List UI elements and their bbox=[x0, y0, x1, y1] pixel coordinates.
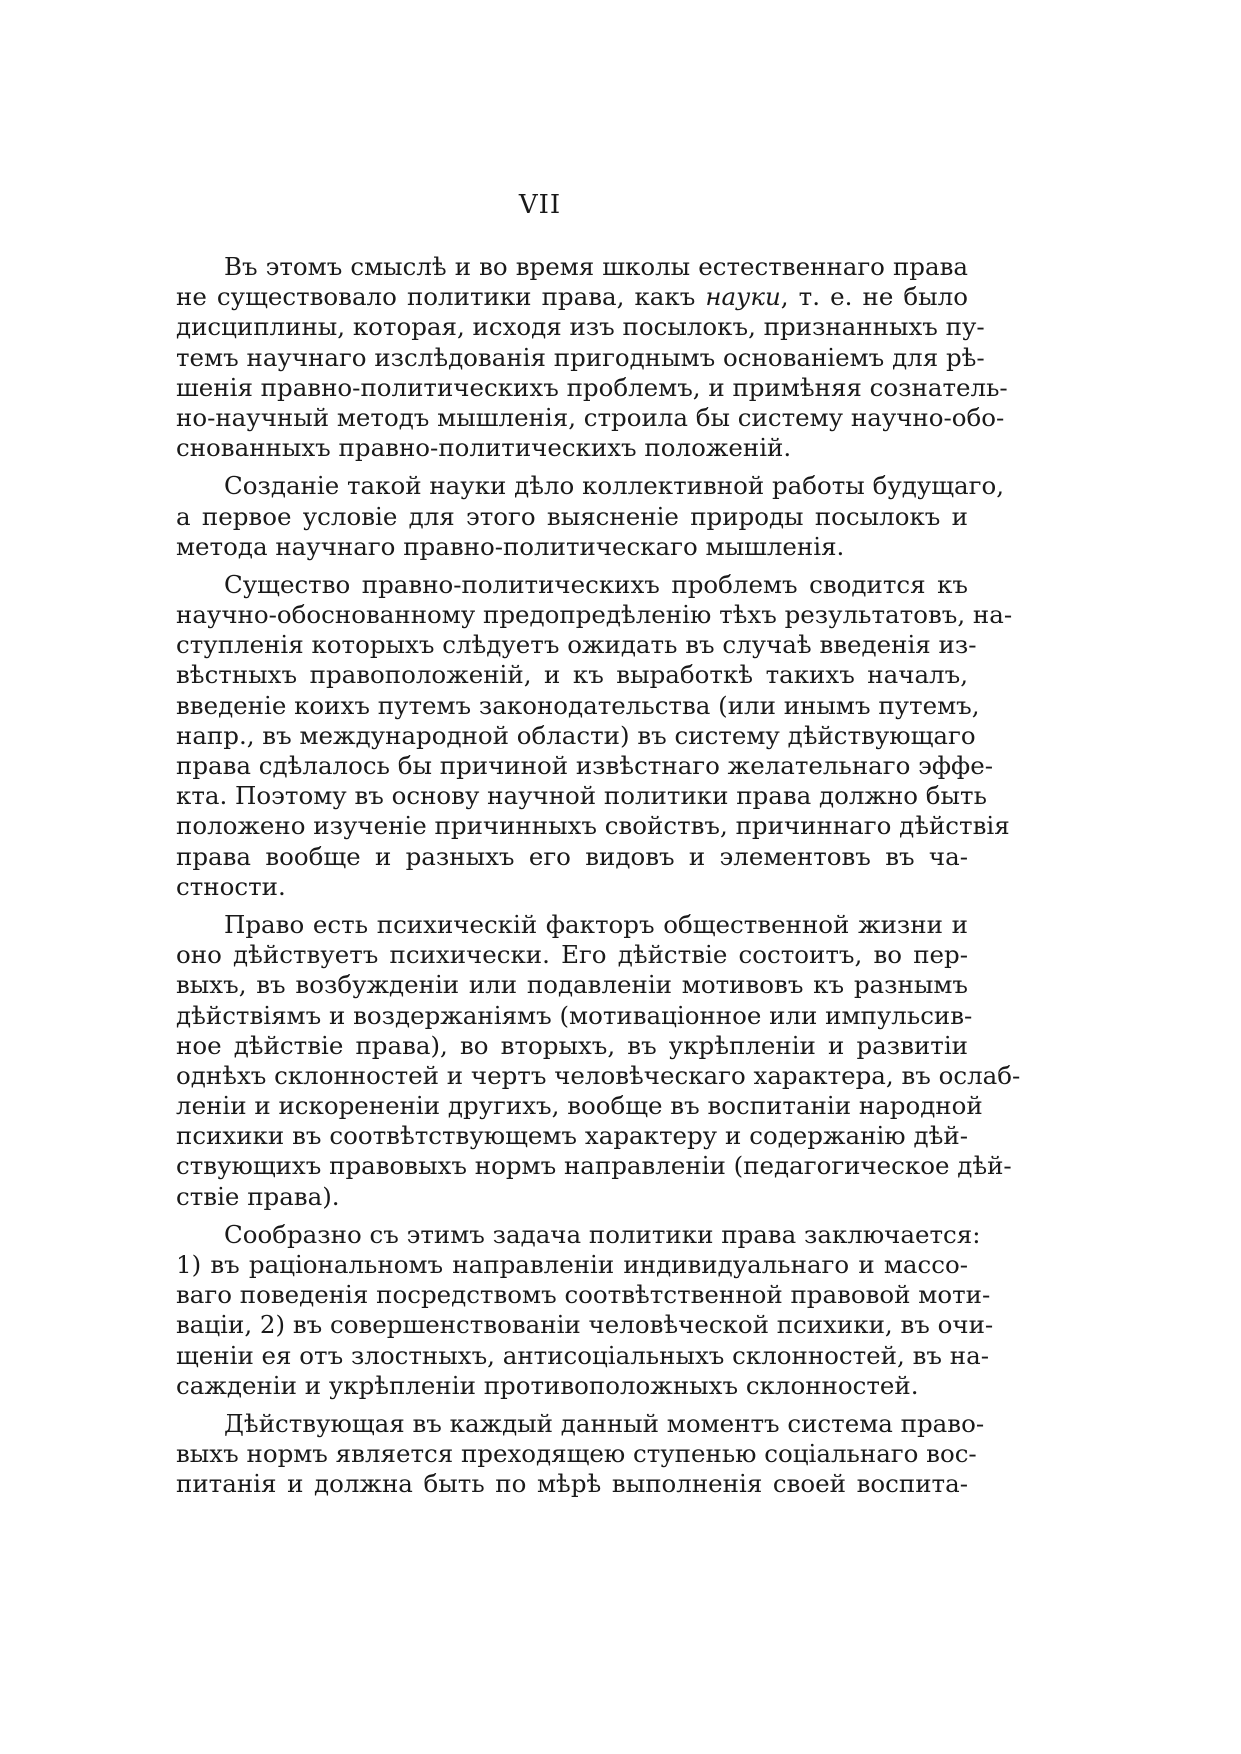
text-line: научно-обоснованному предопредѣленію тѣхъ результатовъ, на- bbox=[176, 600, 1013, 630]
text-line: положено изученіе причинныхъ свойствъ, причиннаго дѣйствія bbox=[176, 811, 1010, 841]
text-line: леніи и искорененіи другихъ, вообще въ воспитаніи народной bbox=[176, 1091, 983, 1121]
page-number: VII bbox=[518, 190, 562, 220]
text-line: дисциплины, которая, исходя изъ посылокъ, признанныхъ пу- bbox=[176, 312, 985, 342]
text-line: однѣхъ склонностей и чертъ человѣческаго характера, въ ослаб- bbox=[176, 1060, 1021, 1090]
text-line: ное дѣйствіе права), во вторыхъ, въ укрѣпленіи и развитіи bbox=[176, 1030, 968, 1060]
text-fragment: , т. е. не было bbox=[780, 282, 968, 312]
text-line: а первое условіе для этого выясненіе природы посылокъ и bbox=[176, 501, 968, 531]
paragraph-1 bbox=[176, 252, 1008, 463]
text-line: Существо правно-политическихъ проблемъ сводится къ bbox=[224, 569, 968, 599]
text-line bbox=[176, 282, 968, 312]
text-line: вѣстныхъ правоположеній, и къ выработкѣ такихъ началъ, bbox=[176, 660, 968, 690]
text-line: напр., въ международной области) въ систему дѣйствующаго bbox=[176, 720, 976, 750]
text-fragment: не существовало политики права, какъ bbox=[176, 282, 706, 312]
text-line: введеніе коихъ путемъ законодательства (или инымъ путемъ, bbox=[176, 690, 980, 720]
text-line: снованныхъ правно-политическихъ положеній. bbox=[176, 433, 792, 463]
text-line: но-научный методъ мышленія, строила бы систему научно-обо- bbox=[176, 402, 1005, 432]
text-line: ствіе права). bbox=[176, 1181, 340, 1211]
text-line: права сдѣлалось бы причиной извѣстнаго желательнаго эффе- bbox=[176, 751, 993, 780]
text-line: ваціи, 2) въ совершенствованіи человѣческой психики, въ очи- bbox=[176, 1310, 994, 1340]
text-line: ступленія которыхъ слѣдуетъ ожидать въ случаѣ введенія из- bbox=[176, 630, 977, 660]
text-line: оно дѣйствуетъ психически. Его дѣйствіе состоитъ, во пер- bbox=[176, 940, 968, 970]
text-line: выхъ, въ возбужденіи или подавленіи мотивовъ къ разнымъ bbox=[176, 970, 968, 1000]
text-line: метода научнаго правно-политическаго мышленія. bbox=[176, 531, 845, 561]
text-line: психики въ соотвѣтствующемъ характеру и содержанію дѣй- bbox=[176, 1121, 968, 1151]
text-line: шенія правно-политическихъ проблемъ, и примѣняя сознатель- bbox=[176, 372, 1008, 402]
text-line: Дѣйствующая въ каждый данный моментъ система право- bbox=[224, 1408, 985, 1438]
text-line: Въ этомъ смыслѣ и во время школы естественнаго права bbox=[224, 252, 968, 281]
body-text bbox=[176, 252, 1021, 1508]
text-line: дѣйствіямъ и воздержаніямъ (мотиваціонное или импульсив- bbox=[176, 1000, 973, 1030]
text-line: выхъ нормъ является преходящею ступенью соціальнаго вос- bbox=[176, 1439, 977, 1469]
text-line: Право есть психическій факторъ общественной жизни и bbox=[224, 909, 968, 939]
text-line: стности. bbox=[176, 871, 286, 901]
paragraph-4 bbox=[176, 909, 1021, 1212]
paragraph-5 bbox=[176, 1219, 994, 1401]
paragraph-3 bbox=[176, 569, 1013, 902]
text-line: Созданіе такой науки дѣло коллективной работы будущаго, bbox=[224, 471, 1005, 501]
text-line: питанія и должна быть по мѣрѣ выполненія своей воспита- bbox=[176, 1469, 968, 1499]
text-line: 1) въ раціональномъ направленіи индивидуальнаго и массо- bbox=[176, 1250, 968, 1279]
text-line: темъ научнаго изслѣдованія пригоднымъ основаніемъ для рѣ- bbox=[176, 342, 985, 372]
text-line: права вообще и разныхъ его видовъ и элементовъ въ ча- bbox=[176, 841, 968, 871]
text-line: Сообразно съ этимъ задача политики права заключается: bbox=[224, 1219, 981, 1249]
text-line: щеніи ея отъ злостныхъ, антисоціальныхъ склонностей, въ на- bbox=[176, 1340, 989, 1370]
text-line: сажденіи и укрѣпленіи противоположныхъ склонностей. bbox=[176, 1370, 919, 1400]
paragraph-2 bbox=[176, 471, 1005, 562]
paragraph-6 bbox=[176, 1408, 985, 1500]
text-line: кта. Поэтому въ основу научной политики права должно быть bbox=[176, 781, 987, 811]
emphasis-word: науки bbox=[705, 282, 781, 312]
text-line: ствующихъ правовыхъ нормъ направленіи (педагогическое дѣй- bbox=[176, 1151, 1012, 1181]
text-line: ваго поведенія посредствомъ соотвѣтственной правовой моти- bbox=[176, 1280, 991, 1310]
